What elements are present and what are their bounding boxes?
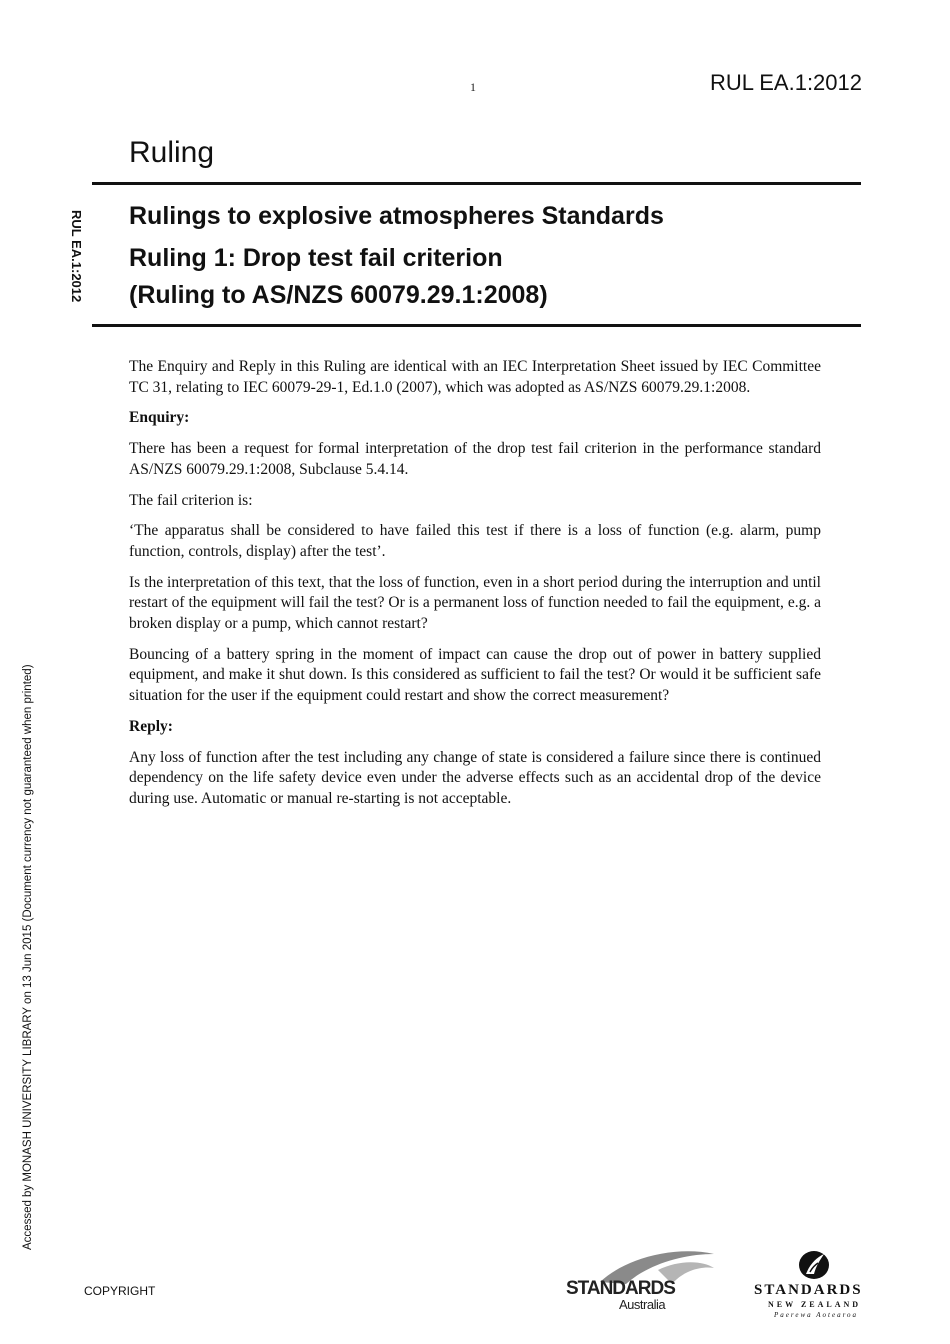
enquiry-paragraph: Bouncing of a battery spring in the moment of impact can cause the drop out of power in battery supplied equipment, and make it shut down. Is this considered as sufficient to fail the test? Or would it be sufficient safe situation for the user if the equipment could restart and show the correct measurement?	[129, 645, 821, 705]
enquiry-label: Enquiry:	[129, 409, 190, 427]
logo-nz-maori: Paerewa Aotearoa	[774, 1311, 859, 1319]
logo-nz-word: STANDARDS	[754, 1282, 863, 1298]
standards-australia-logo	[560, 1248, 720, 1316]
enquiry-paragraph: There has been a request for formal interpretation of the drop test fail criterion in the performance standard AS/NZS 60079.29.1:2008, Subclause 5.4.14.	[129, 440, 821, 478]
intro-paragraph: The Enquiry and Reply in this Ruling are identical with an IEC Interpretation Sheet issued by IEC Committee TC 31, relating to IEC 60079-29-1, Ed.1.0 (2007), which was adopted as AS/NZS 60079.29.1:2008.	[129, 358, 821, 396]
enquiry-paragraph: The fail criterion is:	[129, 491, 253, 509]
title-rule-bottom	[92, 324, 861, 327]
title-line-1: Rulings to explosive atmospheres Standards	[129, 202, 664, 230]
ruling-body	[129, 357, 821, 820]
page-number: 1	[470, 80, 476, 94]
logo-sa-word: STANDARDS	[566, 1278, 675, 1299]
enquiry-quote: ‘The apparatus shall be considered to have failed this test if there is a loss of function (e.g. alarm, pump function, controls, display) after the test’.	[129, 522, 821, 560]
title-line-2: Ruling 1: Drop test fail criterion	[129, 244, 503, 272]
document-id: RUL EA.1:2012	[709, 70, 862, 95]
logo-nz-subtitle: NEW ZEALAND	[768, 1300, 862, 1309]
access-note: Accessed by MONASH UNIVERSITY LIBRARY on 13 Jun 2015 (Document currency not guaranteed when printed)	[22, 664, 34, 1250]
reply-paragraph: Any loss of function after the test including any change of state is considered a failure since there is continued dependency on the life safety device even under the adverse effects such as an accidental drop of the device during use. Automatic or manual re-starting is not acceptable.	[129, 748, 821, 807]
ruling-label: Ruling	[129, 136, 215, 169]
standards-new-zealand-logo	[752, 1248, 874, 1322]
logo-sa-subtitle: Australia	[619, 1297, 666, 1312]
fern-mark-icon	[796, 1248, 832, 1282]
side-document-id: RUL EA.1:2012	[69, 210, 84, 303]
copyright-label: COPYRIGHT	[84, 1284, 156, 1298]
title-rule-top	[92, 182, 861, 185]
reply-label: Reply:	[129, 717, 173, 735]
title-line-3: (Ruling to AS/NZS 60079.29.1:2008)	[129, 281, 548, 309]
enquiry-paragraph: Is the interpretation of this text, that the loss of function, even in a short period during the interruption and until restart of the equipment will fail the test? Or is a permanent loss of function needed to fail the equipment, e.g. a broken display or a pump, which cannot restart?	[129, 573, 821, 633]
